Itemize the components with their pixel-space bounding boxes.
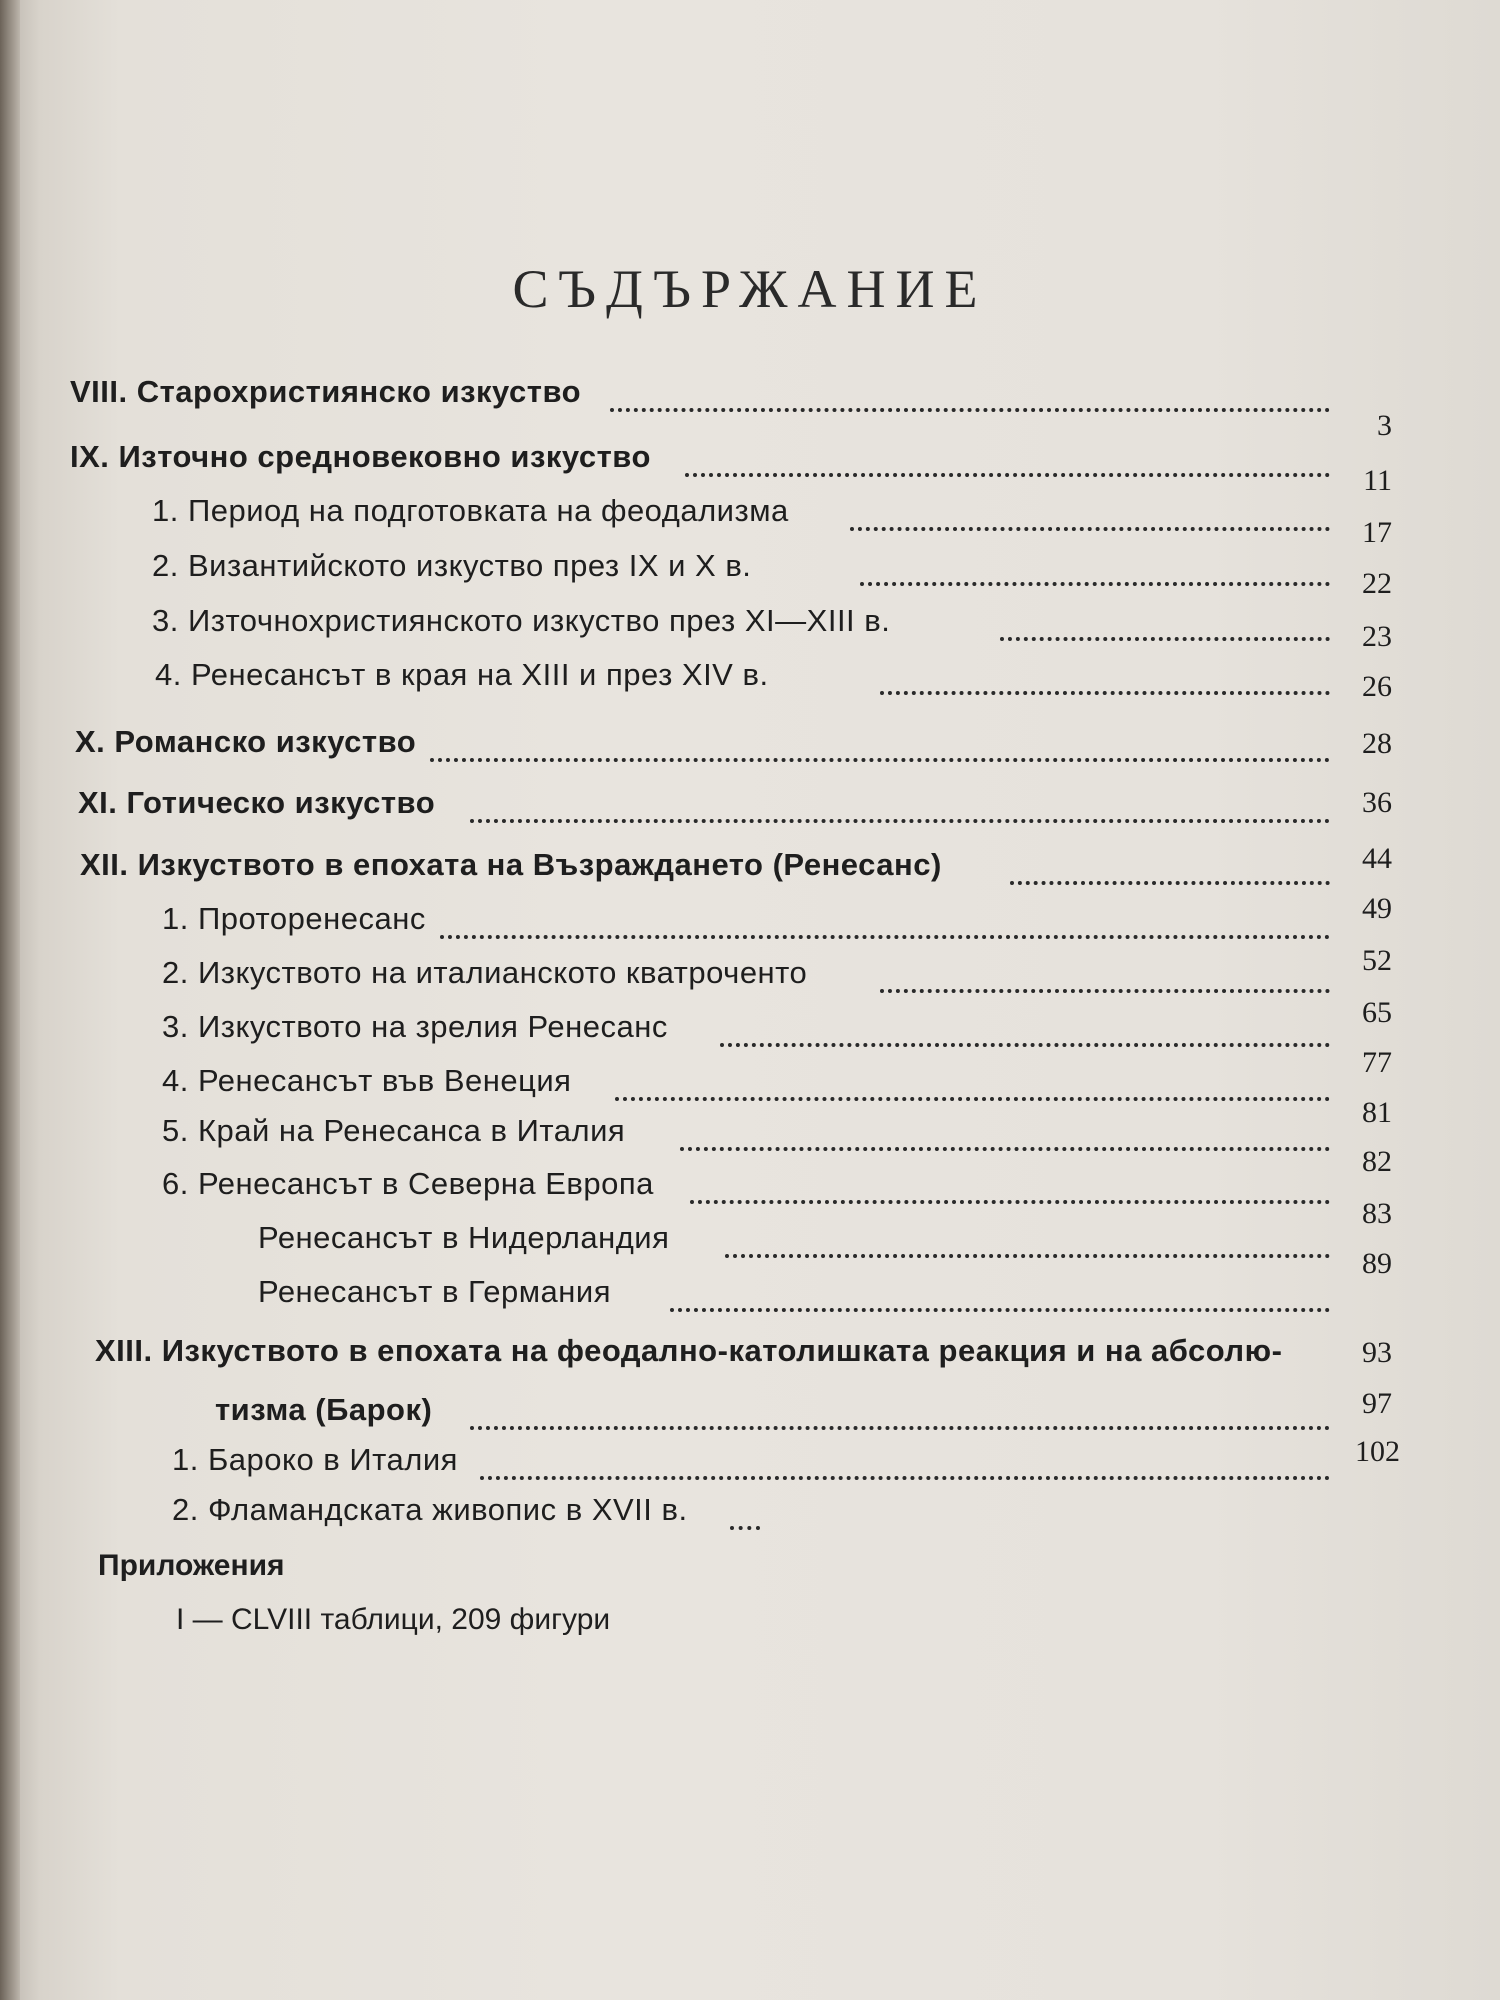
toc-entry xyxy=(0,601,1500,651)
toc-entry-label: 4. Ренесансът в края на XIII и през XIV в. xyxy=(155,657,769,692)
toc-entry xyxy=(0,1490,1500,1540)
toc-entry-label: 6. Ренесансът в Северна Европа xyxy=(162,1166,654,1201)
toc-leader xyxy=(1010,841,1330,885)
toc-entry-page: 77 xyxy=(1362,1046,1392,1079)
toc-leader xyxy=(690,1160,1330,1204)
toc-entry xyxy=(0,1387,1500,1440)
toc-leader xyxy=(670,1268,1330,1312)
toc-entry-label: XII. Изкуството в епохата на Възраждането (Ренесанс) xyxy=(80,847,942,882)
toc-entry xyxy=(0,1145,1500,1214)
toc-entry-label: VIII. Старохристиянско изкуство xyxy=(70,374,582,409)
toc-entry-page: 52 xyxy=(1362,944,1392,977)
toc-entry-page: 102 xyxy=(1355,1435,1400,1468)
toc-entry xyxy=(0,372,1500,442)
toc-entry-page: 49 xyxy=(1362,892,1392,925)
toc-entry-page: 28 xyxy=(1362,727,1392,760)
toc-leader xyxy=(685,433,1330,477)
toc-entry xyxy=(0,842,1500,895)
toc-entry-label: 1. Проторенесанс xyxy=(162,901,426,936)
toc-entry xyxy=(0,722,1500,772)
toc-leader xyxy=(470,779,1330,823)
toc-entry xyxy=(0,892,1500,949)
toc-entry xyxy=(0,783,1500,833)
toc-entry-label: тизма (Барок) xyxy=(215,1392,433,1427)
toc-entry xyxy=(0,1046,1500,1111)
toc-entry-page: 44 xyxy=(1362,842,1392,875)
toc-entry-page: 97 xyxy=(1362,1387,1392,1420)
toc-entry-page: 11 xyxy=(1363,464,1392,497)
toc-entry xyxy=(0,437,1500,497)
toc-entry xyxy=(0,1197,1500,1268)
toc-entry-label: 2. Фламандската живопис в XVII в. xyxy=(172,1492,688,1527)
toc-entry xyxy=(0,944,1500,1003)
toc-entry-label: 3. Източнохристиянското изкуство през XI—XIII в. xyxy=(152,603,891,638)
toc-entry xyxy=(0,1331,1500,1381)
toc-entry-label: 4. Ренесансът във Венеция xyxy=(162,1063,572,1098)
toc-leader xyxy=(725,1214,1330,1258)
toc-entry-label: 1. Период на подготовката на феодализма xyxy=(152,493,789,528)
toc-leader xyxy=(615,1057,1330,1101)
toc-leader xyxy=(720,1003,1330,1047)
toc-entry-page: 93 xyxy=(1362,1336,1392,1369)
toc-leader xyxy=(730,1486,760,1530)
toc-entry-label: 2. Изкуството на италианското кватроченто xyxy=(162,955,808,990)
toc-entry xyxy=(0,546,1500,600)
toc-leader xyxy=(680,1107,1330,1151)
toc-leader xyxy=(880,651,1330,695)
toc-entry-page: 65 xyxy=(1362,996,1392,1029)
toc-entry-page: 17 xyxy=(1362,516,1392,549)
toc-entry-label: X. Романско изкуство xyxy=(75,724,417,759)
toc-entry-label: XI. Готическо изкуство xyxy=(78,785,436,820)
toc-entry-label: IX. Източно средновековно изкуство xyxy=(70,439,651,474)
appendix-detail: I — CLVIII таблици, 209 фигури xyxy=(176,1603,611,1636)
toc-entry-label: Ренесансът в Нидерландия xyxy=(258,1220,670,1255)
toc-entry-page: 83 xyxy=(1362,1197,1392,1230)
toc-entry-page: 3 xyxy=(1377,409,1392,442)
toc-leader xyxy=(850,487,1330,531)
toc-leader xyxy=(1000,597,1330,641)
toc-leader xyxy=(440,895,1330,939)
toc-leader xyxy=(480,1436,1330,1480)
toc-entry-label: 1. Бароко в Италия xyxy=(172,1442,458,1477)
toc-entry-page: 36 xyxy=(1362,786,1392,819)
toc-leader xyxy=(880,949,1330,993)
toc-entry-label: 2. Византийското изкуство през IX и X в. xyxy=(152,548,752,583)
toc-leader xyxy=(430,718,1330,762)
toc-entry-page: 89 xyxy=(1362,1247,1392,1280)
appendix-heading: Приложения xyxy=(98,1549,285,1582)
toc-entry xyxy=(0,1247,1500,1322)
toc-leader xyxy=(610,368,1330,412)
toc-entry-page: 22 xyxy=(1362,567,1392,600)
toc-entry-page: 23 xyxy=(1362,620,1392,653)
toc-entry-label: Ренесансът в Германия xyxy=(258,1274,612,1309)
toc-entry xyxy=(0,1435,1500,1490)
page-title: СЪДЪРЖАНИЕ xyxy=(512,259,988,319)
toc-entry-page: 82 xyxy=(1362,1145,1392,1178)
toc-entry xyxy=(0,491,1500,549)
toc-entry xyxy=(0,996,1500,1057)
toc-leader xyxy=(470,1386,1330,1430)
toc-entry-label: 3. Изкуството на зрелия Ренесанс xyxy=(162,1009,668,1044)
toc-entry-page: 26 xyxy=(1362,670,1392,703)
toc-leader xyxy=(860,542,1330,586)
toc-entry-label: 5. Край на Ренесанса в Италия xyxy=(162,1113,626,1148)
toc-entry-label: XIII. Изкуството в епохата на феодално-католишката реакция и на абсолю- xyxy=(95,1333,1283,1368)
toc-entry xyxy=(0,655,1500,705)
toc-entry-page: 81 xyxy=(1362,1096,1392,1129)
toc-entry xyxy=(0,1096,1500,1161)
